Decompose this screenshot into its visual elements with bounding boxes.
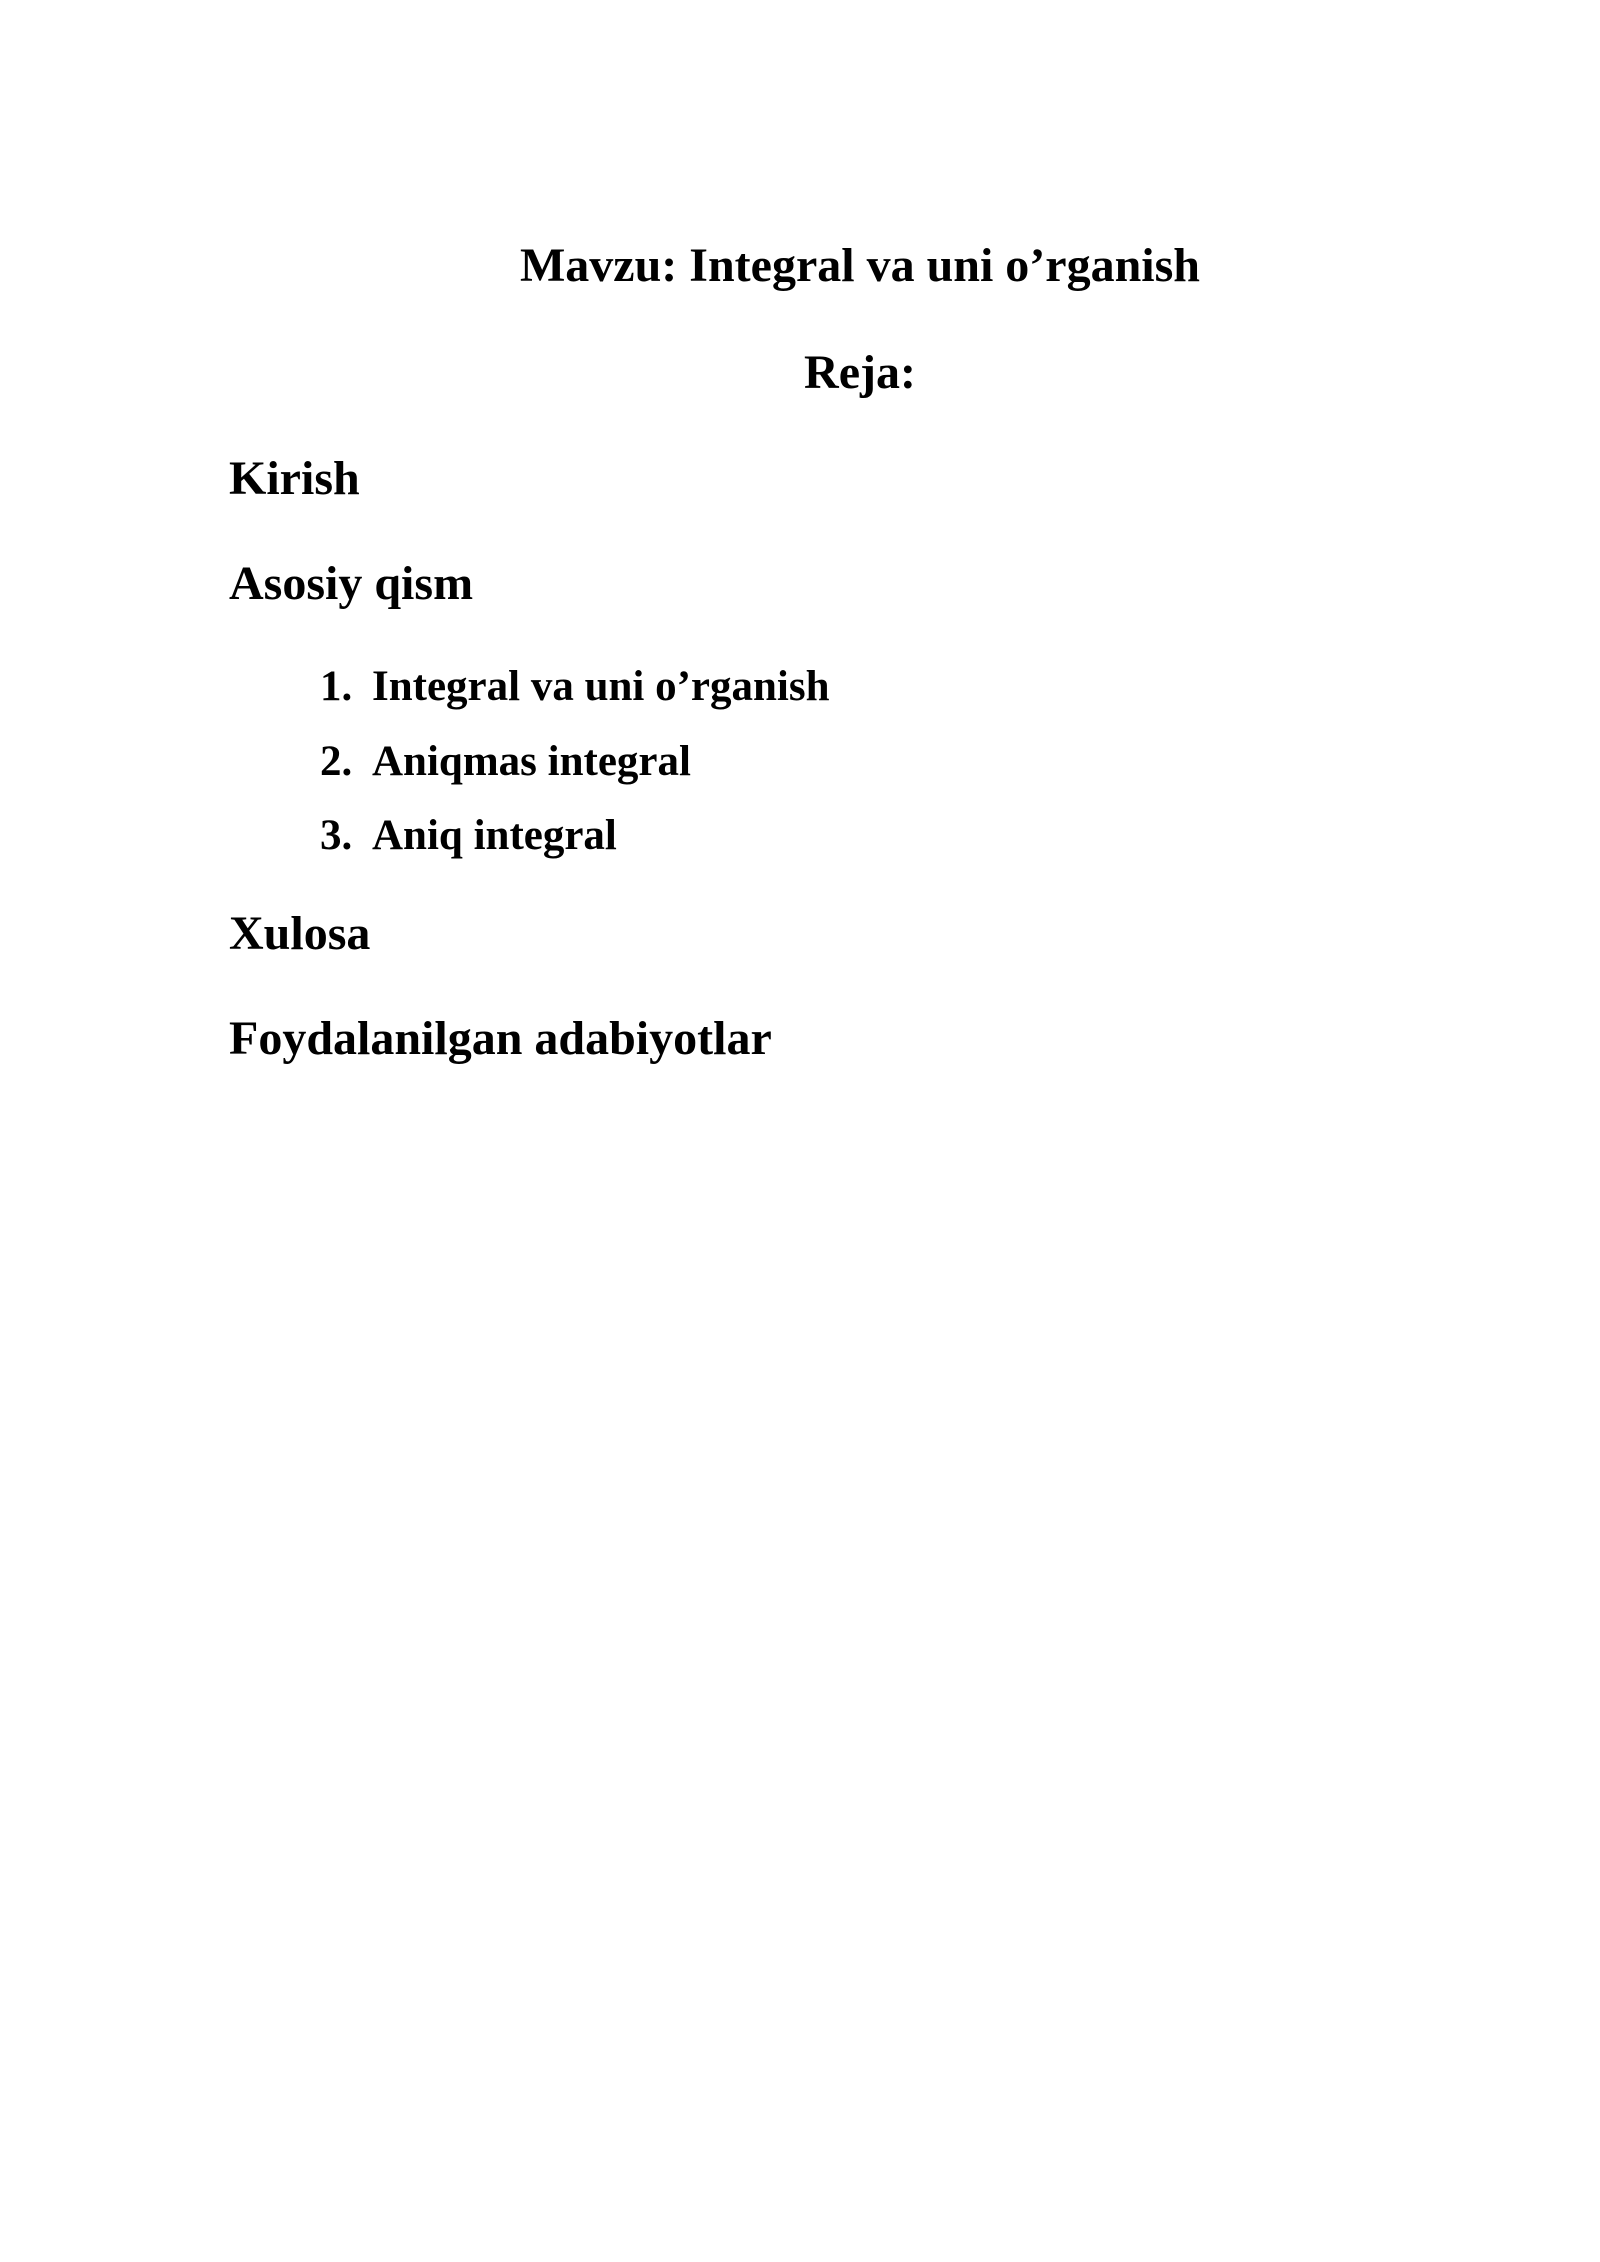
list-item	[320, 811, 617, 861]
list-item-number: 1.	[320, 663, 353, 710]
section-intro: Kirish	[229, 452, 360, 505]
list-item-text: Integral va uni o’rganish	[372, 663, 830, 710]
plan-heading: Reja:	[804, 346, 916, 399]
list-item-number: 2.	[320, 738, 353, 785]
list-item-text: Aniq integral	[372, 812, 617, 859]
document-title: Mavzu: Integral va uni o’rganish	[519, 239, 1200, 292]
list-item-text: Aniqmas integral	[372, 738, 691, 785]
list-item	[320, 662, 830, 712]
section-main: Asosiy qism	[229, 557, 474, 610]
section-conclusion: Xulosa	[229, 907, 371, 960]
list-item	[320, 737, 691, 787]
list-item-number: 3.	[320, 812, 353, 859]
section-references: Foydalanilgan adabiyotlar	[229, 1012, 772, 1065]
